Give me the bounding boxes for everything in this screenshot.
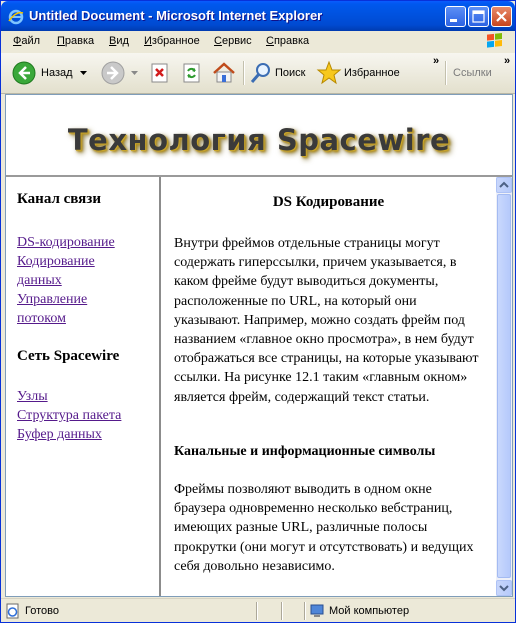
maximize-button[interactable]: [468, 6, 489, 27]
forward-button[interactable]: [100, 59, 126, 87]
toolbar-overflow-chevron[interactable]: »: [433, 55, 440, 67]
article-paragraph: Фреймы позволяют выводить в одном окне браузера одновременно несколько вебстраниц, имеющих разные URL, различные полосы прокрутки (они могут и отсутствовать) и ведущих себя довольно независимо.: [174, 482, 474, 574]
nav-link-data-coding[interactable]: Кодирование: [17, 254, 95, 269]
toolbar-separator: [445, 61, 447, 85]
favorites-button[interactable]: [316, 59, 400, 87]
star-icon: [316, 60, 342, 86]
standard-toolbar: [1, 53, 515, 94]
nav-section-title: Сеть Spacewire: [17, 348, 120, 364]
article-subheading: Канальные и информационные символы: [174, 444, 436, 459]
close-button[interactable]: [491, 6, 512, 27]
nav-link-data-buffer[interactable]: Буфер данных: [17, 427, 102, 442]
menu-edit[interactable]: Правка: [57, 35, 95, 47]
nav-link-flow-control[interactable]: Управление: [17, 292, 88, 307]
refresh-icon: [181, 62, 203, 84]
menu-tools[interactable]: Сервис: [214, 35, 252, 47]
nav-link-data-coding[interactable]: данных: [17, 273, 62, 288]
stop-icon: [149, 62, 171, 84]
search-icon: [249, 61, 273, 85]
forward-history-dropdown[interactable]: [131, 59, 138, 87]
menu-help[interactable]: Справка: [266, 35, 310, 47]
nav-link-flow-control[interactable]: потоком: [17, 311, 66, 326]
toolbar-separator: [243, 61, 245, 85]
dropdown-arrow-icon: [80, 71, 87, 76]
menu-view[interactable]: Вид: [109, 35, 129, 47]
page-viewport: [5, 94, 513, 597]
scroll-up-arrow-icon: [497, 178, 511, 192]
status-text: Готово: [25, 604, 59, 617]
article-paragraph: Внутри фреймов отдельные страницы могут содержать гиперссылки, причем указывается, в каком фрейме будут выводиться документы, расположенные по URL, на который они указывают. Например, можно создать фрейм под названием «главное окно просмотра», в нем будут отображаться все страницы, на которые указывают ссылки. На рисунке 12.1 таким «главным окном» является фрейм, содержащий текст статьи.: [174, 236, 479, 405]
back-arrow-icon: [11, 60, 37, 86]
security-zone-cell: [309, 601, 409, 620]
status-divider: [256, 602, 258, 620]
minimize-button[interactable]: [445, 6, 466, 27]
status-divider: [304, 602, 306, 620]
status-text-cell: [5, 601, 59, 620]
vertical-scrollbar[interactable]: [496, 177, 512, 596]
navigation-frame: [6, 177, 161, 596]
nav-link-packet-structure[interactable]: Структура пакета: [17, 408, 122, 423]
home-button[interactable]: [211, 59, 237, 87]
nav-link-nodes[interactable]: Узлы: [17, 389, 48, 404]
scroll-down-arrow-icon: [497, 581, 511, 595]
refresh-button[interactable]: [181, 59, 203, 87]
menu-favorites[interactable]: Избранное: [144, 35, 200, 47]
security-zone-label: Мой компьютер: [329, 604, 410, 617]
search-button[interactable]: [249, 59, 305, 87]
nav-link-ds-coding[interactable]: DS-кодирование: [17, 235, 115, 250]
back-button[interactable]: [11, 59, 73, 87]
forward-arrow-icon: [100, 60, 126, 86]
page-done-icon: [5, 603, 21, 619]
title-bar[interactable]: [1, 1, 515, 31]
status-bar: [1, 598, 515, 623]
ie-logo-icon: [8, 9, 24, 25]
my-computer-icon: [309, 603, 325, 619]
back-history-dropdown[interactable]: [80, 59, 87, 87]
scroll-down-button[interactable]: [496, 580, 512, 596]
minimize-icon: [446, 7, 465, 26]
top-frame-banner: [6, 95, 512, 177]
main-content-frame: [163, 177, 494, 596]
window-title: Untitled Document - Microsoft Internet Explorer: [29, 8, 323, 23]
links-overflow-chevron[interactable]: »: [504, 55, 511, 67]
status-divider: [281, 602, 283, 620]
back-label: Назад: [41, 67, 73, 79]
menu-bar: [1, 31, 515, 54]
favorites-label: Избранное: [344, 67, 400, 79]
menu-file[interactable]: Файл: [13, 35, 41, 47]
dropdown-arrow-icon: [131, 71, 138, 76]
windows-flag-icon: [483, 33, 507, 51]
home-icon: [211, 60, 237, 86]
scrollbar-thumb[interactable]: [497, 194, 511, 578]
close-icon: [492, 7, 511, 26]
scroll-up-button[interactable]: [496, 177, 512, 193]
banner-title: Технология Spacewire: [67, 123, 451, 157]
maximize-icon: [469, 7, 488, 26]
nav-section-title: Канал связи: [17, 191, 101, 207]
article-heading: DS Кодирование: [272, 194, 385, 210]
search-label: Поиск: [275, 67, 306, 79]
links-bar-label[interactable]: Ссылки: [453, 67, 492, 79]
stop-button[interactable]: [149, 59, 171, 87]
